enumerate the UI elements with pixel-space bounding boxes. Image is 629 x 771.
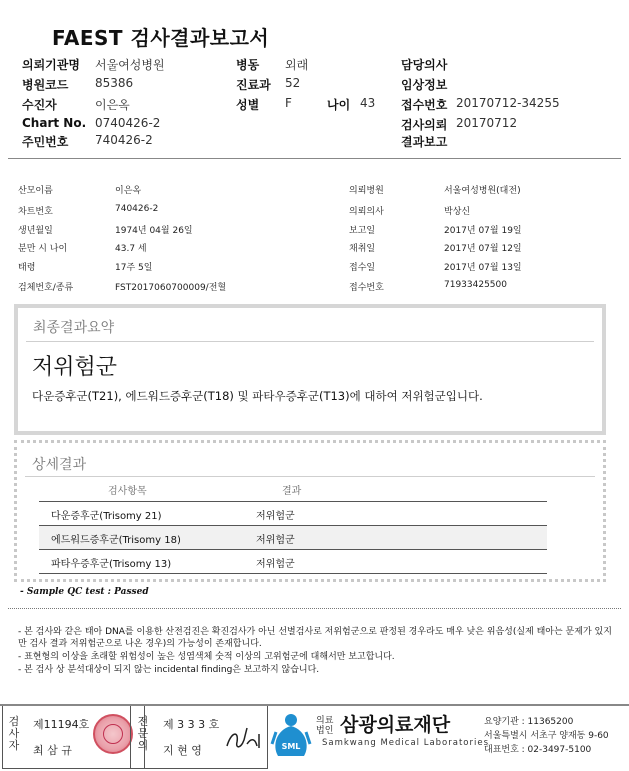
- info-value: 71933425500: [444, 280, 507, 290]
- header-value: 52: [285, 76, 301, 90]
- info-label: 검체번호/종류: [18, 283, 74, 293]
- sample-qc: - Sample QC test : Passed: [20, 587, 149, 597]
- info-value: 이은옥: [115, 186, 142, 196]
- seal-stamp-icon: [93, 714, 133, 754]
- sml-logo-icon: [270, 712, 310, 762]
- header-value: 이은옥: [95, 98, 130, 112]
- examiner-license: 제11194호: [33, 718, 90, 731]
- info-label: 생년월일: [18, 226, 53, 236]
- column-header-item: 검사항목: [108, 486, 147, 497]
- detail-heading: 상세결과: [32, 457, 87, 473]
- header-value: 0740426-2: [95, 116, 161, 130]
- note-item: - 본 검사 상 분석대상이 되지 않는 incidental finding은 보고하지 않습니다.: [18, 665, 320, 675]
- table-row: [39, 526, 547, 549]
- notes: [18, 626, 618, 677]
- row-item: 다운증후군(Trisomy 21): [51, 511, 162, 522]
- org-tag: 의료법인: [316, 716, 334, 736]
- info-label: 접수일: [349, 263, 376, 273]
- info-label: 의뢰의사: [349, 207, 384, 217]
- header-value: 20170712: [456, 116, 518, 130]
- detail-box: [14, 440, 606, 582]
- header-label: 병동: [236, 58, 260, 72]
- column-header-result: 결과: [282, 486, 302, 497]
- info-value: 서울여성병원(대전): [444, 186, 521, 196]
- org-name: 삼광의료재단: [340, 714, 451, 736]
- info-label: 태령: [18, 263, 36, 273]
- specialist-box: [130, 706, 268, 769]
- specialist-license: 제 3 3 3 호: [163, 718, 220, 731]
- header-value: 20170712-34255: [456, 96, 560, 110]
- row-result: 저위험군: [256, 559, 295, 570]
- header-label: 결과보고: [401, 135, 448, 149]
- info-label: 분만 시 나이: [18, 244, 68, 254]
- info-label: 보고일: [349, 226, 376, 236]
- row-item: 에드워드증후군(Trisomy 18): [51, 535, 181, 546]
- header-label: 의뢰기관명: [22, 58, 80, 72]
- table-row: [39, 550, 547, 573]
- contact-line: 대표번호 : 02-3497-5100: [484, 745, 592, 755]
- header-label: 검사의뢰: [401, 118, 448, 132]
- examiner-vertical-label: 검사자: [8, 715, 20, 752]
- header-label: Chart No.: [22, 116, 87, 130]
- info-label: 의뢰병원: [349, 186, 384, 196]
- header-label: 성별: [236, 98, 260, 112]
- detail-divider: [25, 476, 595, 477]
- info-value: FST2017060700009/전혈: [115, 283, 227, 293]
- note-item: - 본 검사와 같은 태아 DNA를 이용한 산전검진은 확진검사가 아닌 선별검사로 저위험군으로 판정된 경우라도 매우 낮은 위음성(실제 태아는 문제가 있지만 검사 결과 저위험군으로 나온 경우)의 가능성이 존재합니다.: [18, 627, 612, 649]
- logo-text: SML: [281, 742, 301, 751]
- header-label: 담당의사: [401, 58, 448, 72]
- header-label: 주민번호: [22, 135, 69, 149]
- row-result: 저위험군: [256, 511, 295, 522]
- info-label: 산모이름: [18, 186, 53, 196]
- summary-result: 저위험군: [32, 355, 118, 380]
- summary-text: 다운증후군(T21), 에드워드증후군(T18) 및 파타우증후군(T13)에 대하여 저위험군입니다.: [32, 389, 483, 403]
- header-label: 수진자: [22, 98, 57, 112]
- examiner-name: 최 삼 규: [33, 744, 72, 757]
- header-label: 임상정보: [401, 78, 448, 92]
- note-item: - 표현형의 이상을 초래할 위험성이 높은 성염색체 숫적 이상의 고위험군에 대해서만 보고합니다.: [18, 652, 395, 662]
- footer: [0, 704, 629, 771]
- header-value: 740426-2: [95, 133, 153, 147]
- contact-line: 서울특별시 서초구 양재동 9-60: [484, 731, 609, 741]
- info-value: 박상신: [444, 207, 471, 217]
- info-value: 740426-2: [115, 204, 159, 214]
- header-value: 외래: [285, 58, 309, 72]
- header-label: 진료과: [236, 78, 271, 92]
- row-item: 파타우증후군(Trisomy 13): [51, 559, 172, 570]
- contact-line: 요양기관 : 11365200: [484, 717, 574, 727]
- org-english-name: Samkwang Medical Laboratories: [322, 738, 490, 748]
- header-value: F: [285, 96, 292, 110]
- header-label: 접수번호: [401, 98, 448, 112]
- info-label: 접수번호: [349, 283, 384, 293]
- info-value: 2017년 07월 13일: [444, 263, 522, 273]
- divider: [8, 608, 621, 609]
- specialist-vertical-label: 전문의: [137, 715, 149, 752]
- info-value: 43.7 세: [115, 244, 147, 254]
- table-row: [39, 502, 547, 525]
- table-line: [39, 573, 547, 574]
- header-value: 서울여성병원: [95, 58, 165, 72]
- age-label: 나이: [327, 98, 351, 112]
- age-value: 43: [360, 96, 376, 110]
- info-label: 채취일: [349, 244, 376, 254]
- header-label: 병원코드: [22, 78, 69, 92]
- examiner-box: [2, 706, 145, 769]
- header-value: 85386: [95, 76, 134, 90]
- row-result: 저위험군: [256, 535, 295, 546]
- summary-box: [14, 304, 606, 435]
- info-value: 2017년 07월 12일: [444, 244, 522, 254]
- info-value: 1974년 04월 26일: [115, 226, 193, 236]
- info-value: 17주 5일: [115, 263, 153, 273]
- summary-heading: 최종결과요약: [33, 320, 115, 336]
- specialist-name: 지 현 영: [163, 744, 202, 757]
- signature: [223, 724, 265, 754]
- summary-divider: [26, 341, 594, 342]
- info-label: 차트번호: [18, 207, 53, 217]
- info-value: 2017년 07월 19일: [444, 226, 522, 236]
- divider: [8, 158, 621, 159]
- report-title: FAEST 검사결과보고서: [52, 26, 270, 50]
